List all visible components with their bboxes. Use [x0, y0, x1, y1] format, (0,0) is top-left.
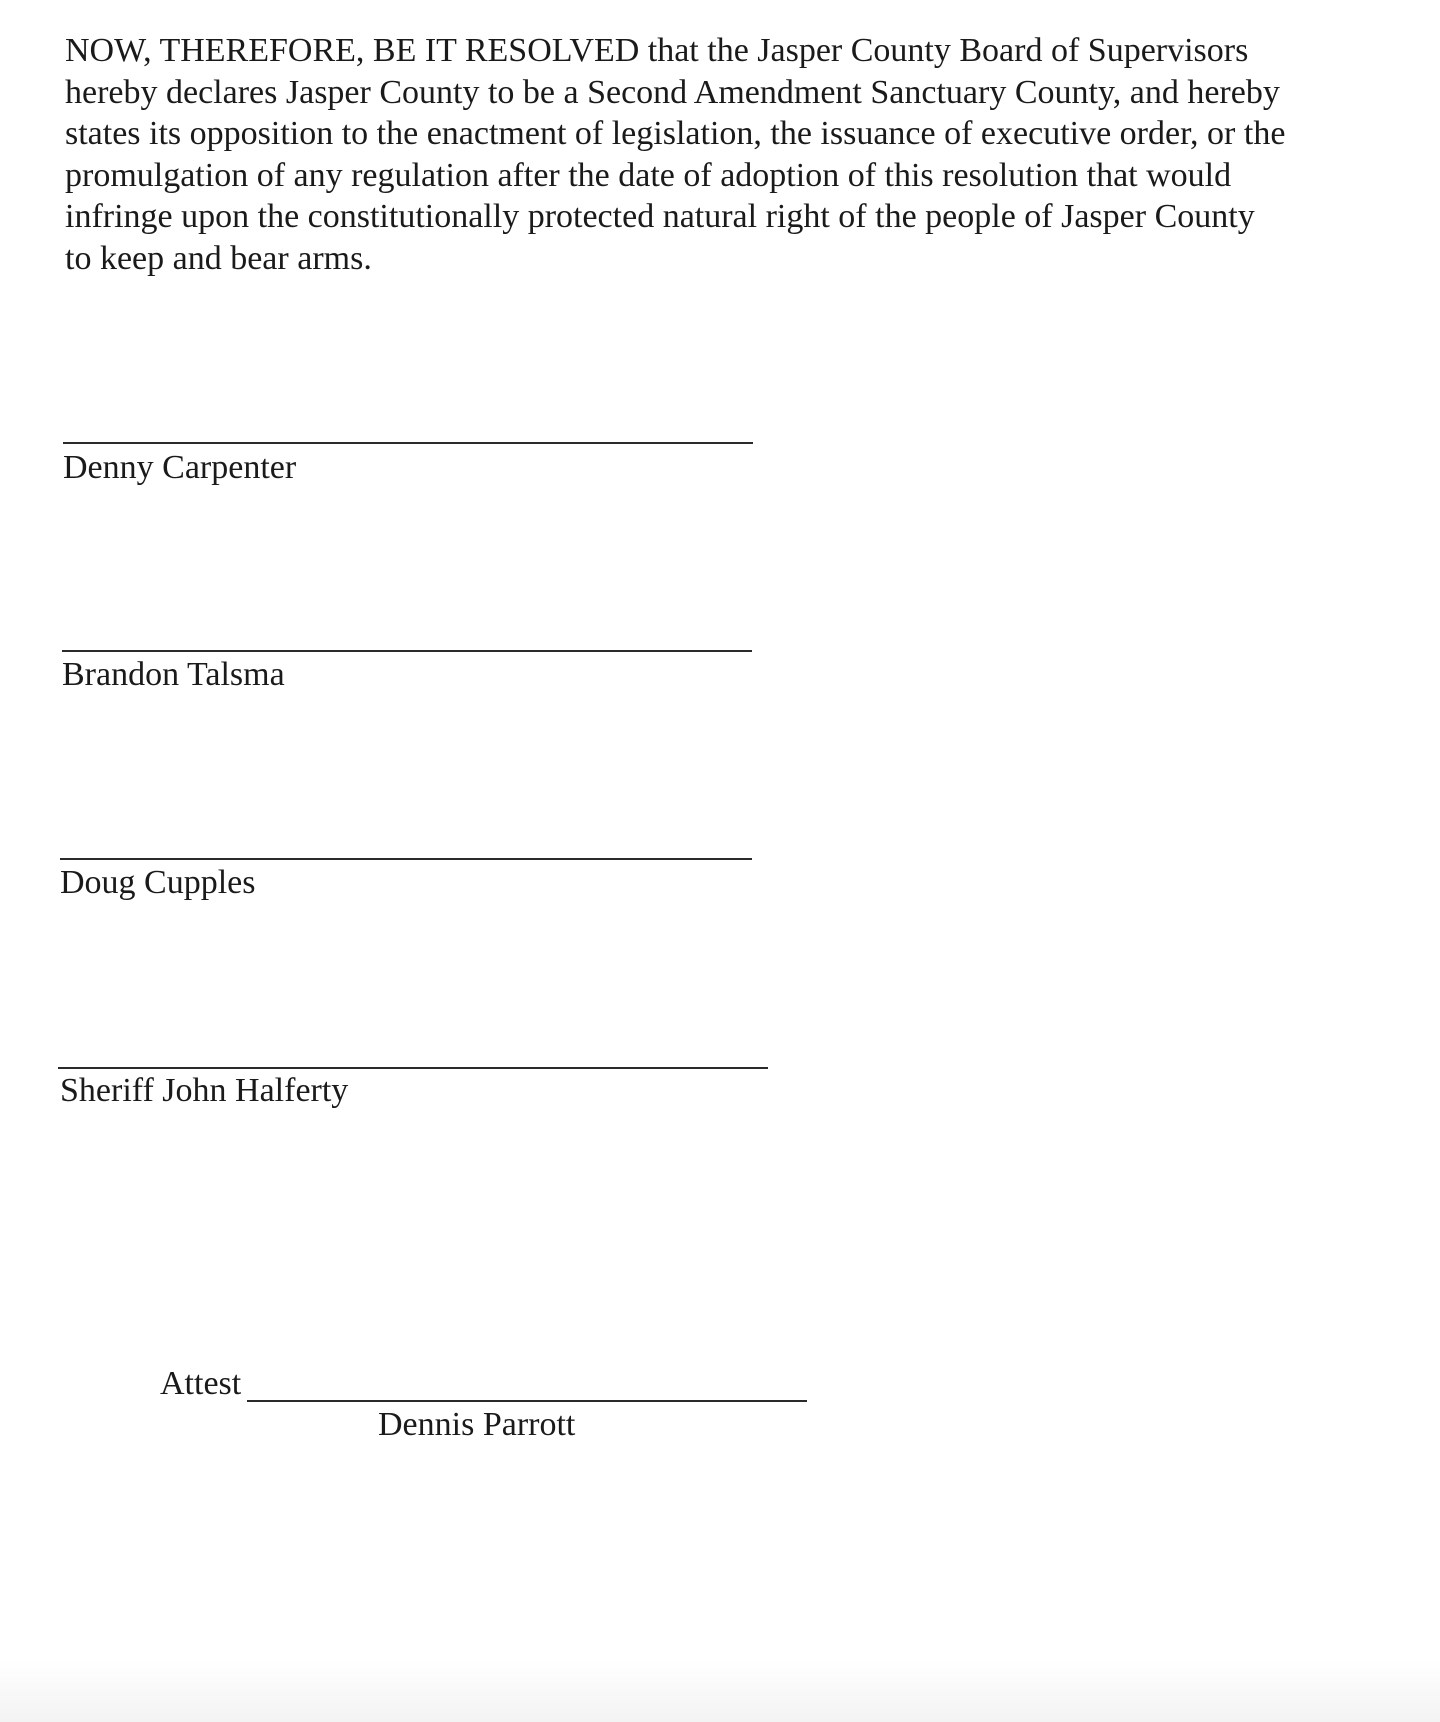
signatory-name: Denny Carpenter [63, 449, 297, 486]
attest-label: Attest [160, 1365, 242, 1402]
signatory-name: Sheriff John Halferty [60, 1072, 349, 1109]
attest-name: Dennis Parrott [378, 1406, 576, 1443]
signature-line [60, 858, 752, 860]
signature-line [63, 442, 753, 444]
signatory-name: Doug Cupples [60, 864, 256, 901]
signature-line [58, 1067, 768, 1069]
signatory-name: Brandon Talsma [62, 656, 285, 693]
signature-line [62, 650, 752, 652]
page-bottom-shade [0, 1660, 1440, 1722]
attest-signature-line [247, 1400, 807, 1402]
resolution-paragraph: NOW, THEREFORE, BE IT RESOLVED that the Jasper County Board of Supervisors hereby declares Jasper County to be a Second Amendment Sanctuary County, and hereby states its opposition to the enactment of legislation, the issuance of executive order, or the promulgation of any regulation after the date of adoption of this resolution that would infringe upon the constitutionally protected natural right of the people of Jasper County to keep and bear arms. [65, 32, 1286, 277]
